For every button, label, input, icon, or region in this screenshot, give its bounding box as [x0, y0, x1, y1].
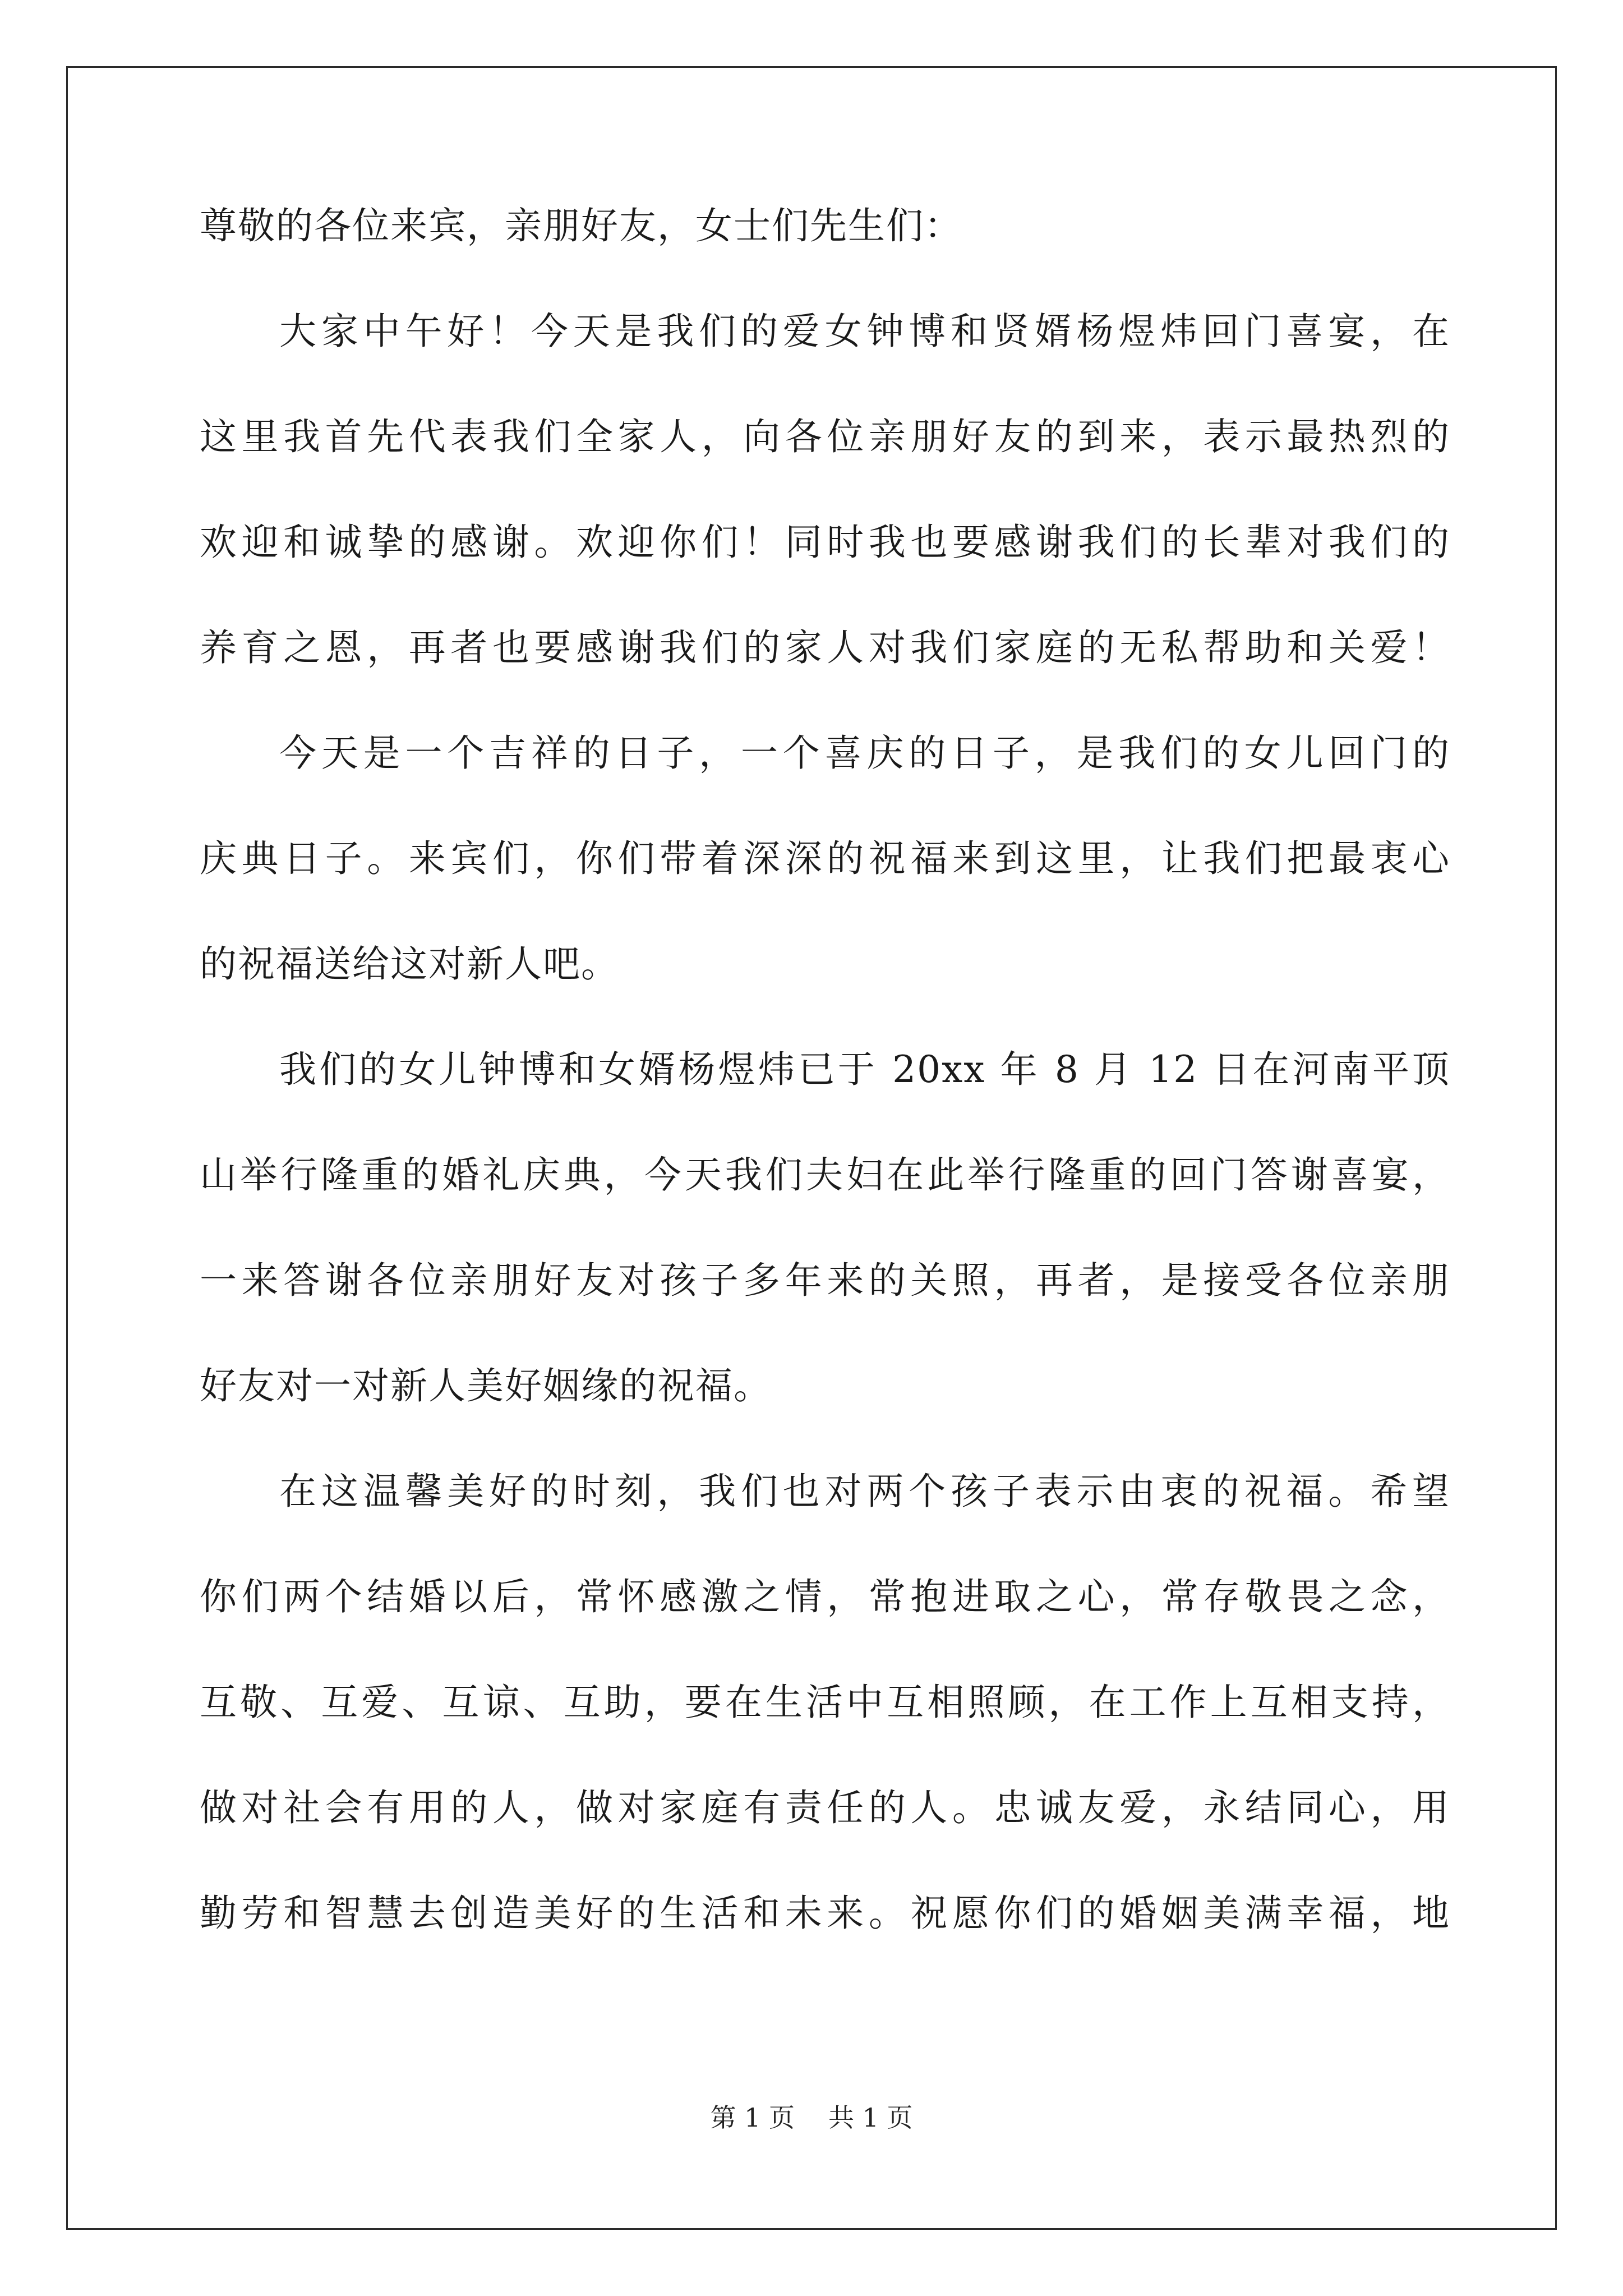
- paragraph-line: 一来答谢各位亲朋好友对孩子多年来的关照，再者，是接受各位亲朋: [200, 1259, 1450, 1302]
- paragraph-line: 大家中午好！今天是我们的爱女钟博和贤婿杨煜炜回门喜宴，在: [279, 310, 1450, 353]
- paragraph-line: 养育之恩，再者也要感谢我们的家人对我们家庭的无私帮助和关爱！: [200, 626, 1450, 669]
- paragraph-line: 做对社会有用的人，做对家庭有责任的人。忠诚友爱，永结同心，用: [200, 1786, 1450, 1829]
- paragraph-line: 这里我首先代表我们全家人，向各位亲朋好友的到来，表示最热烈的: [200, 415, 1450, 458]
- paragraph-line: 山举行隆重的婚礼庆典，今天我们夫妇在此举行隆重的回门答谢喜宴，: [200, 1153, 1450, 1197]
- salutation-line: 尊敬的各位来宾，亲朋好友，女士们先生们：: [200, 204, 962, 247]
- paragraph-line: 今天是一个吉祥的日子，一个喜庆的日子，是我们的女儿回门的: [279, 731, 1450, 775]
- page-number: 第 1 页: [710, 2102, 795, 2133]
- paragraph-line: 的祝福送给这对新人吧。: [200, 942, 619, 986]
- paragraph-line: 我们的女儿钟博和女婿杨煜炜已于 20xx 年 8 月 12 日在河南平顶: [279, 1048, 1450, 1091]
- paragraph-line: 好友对一对新人美好姻缘的祝福。: [200, 1364, 772, 1407]
- paragraph-line: 欢迎和诚挚的感谢。欢迎你们！同时我也要感谢我们的长辈对我们的: [200, 521, 1450, 564]
- paragraph-line: 互敬、互爱、互谅、互助，要在生活中互相照顾，在工作上互相支持，: [200, 1681, 1450, 1724]
- paragraph-line: 你们两个结婚以后，常怀感激之情，常抱进取之心，常存敬畏之念，: [200, 1575, 1450, 1618]
- paragraph-line: 在这温馨美好的时刻，我们也对两个孩子表示由衷的祝福。希望: [279, 1470, 1450, 1513]
- document-body: [200, 204, 1450, 2000]
- paragraph-line: 庆典日子。来宾们，你们带着深深的祝福来到这里，让我们把最衷心: [200, 837, 1450, 880]
- paragraph-line: 勤劳和智慧去创造美好的生活和未来。祝愿你们的婚姻美满幸福，地: [200, 1892, 1450, 1935]
- page-total: 共 1 页: [828, 2102, 913, 2133]
- page-footer: [0, 2102, 1623, 2133]
